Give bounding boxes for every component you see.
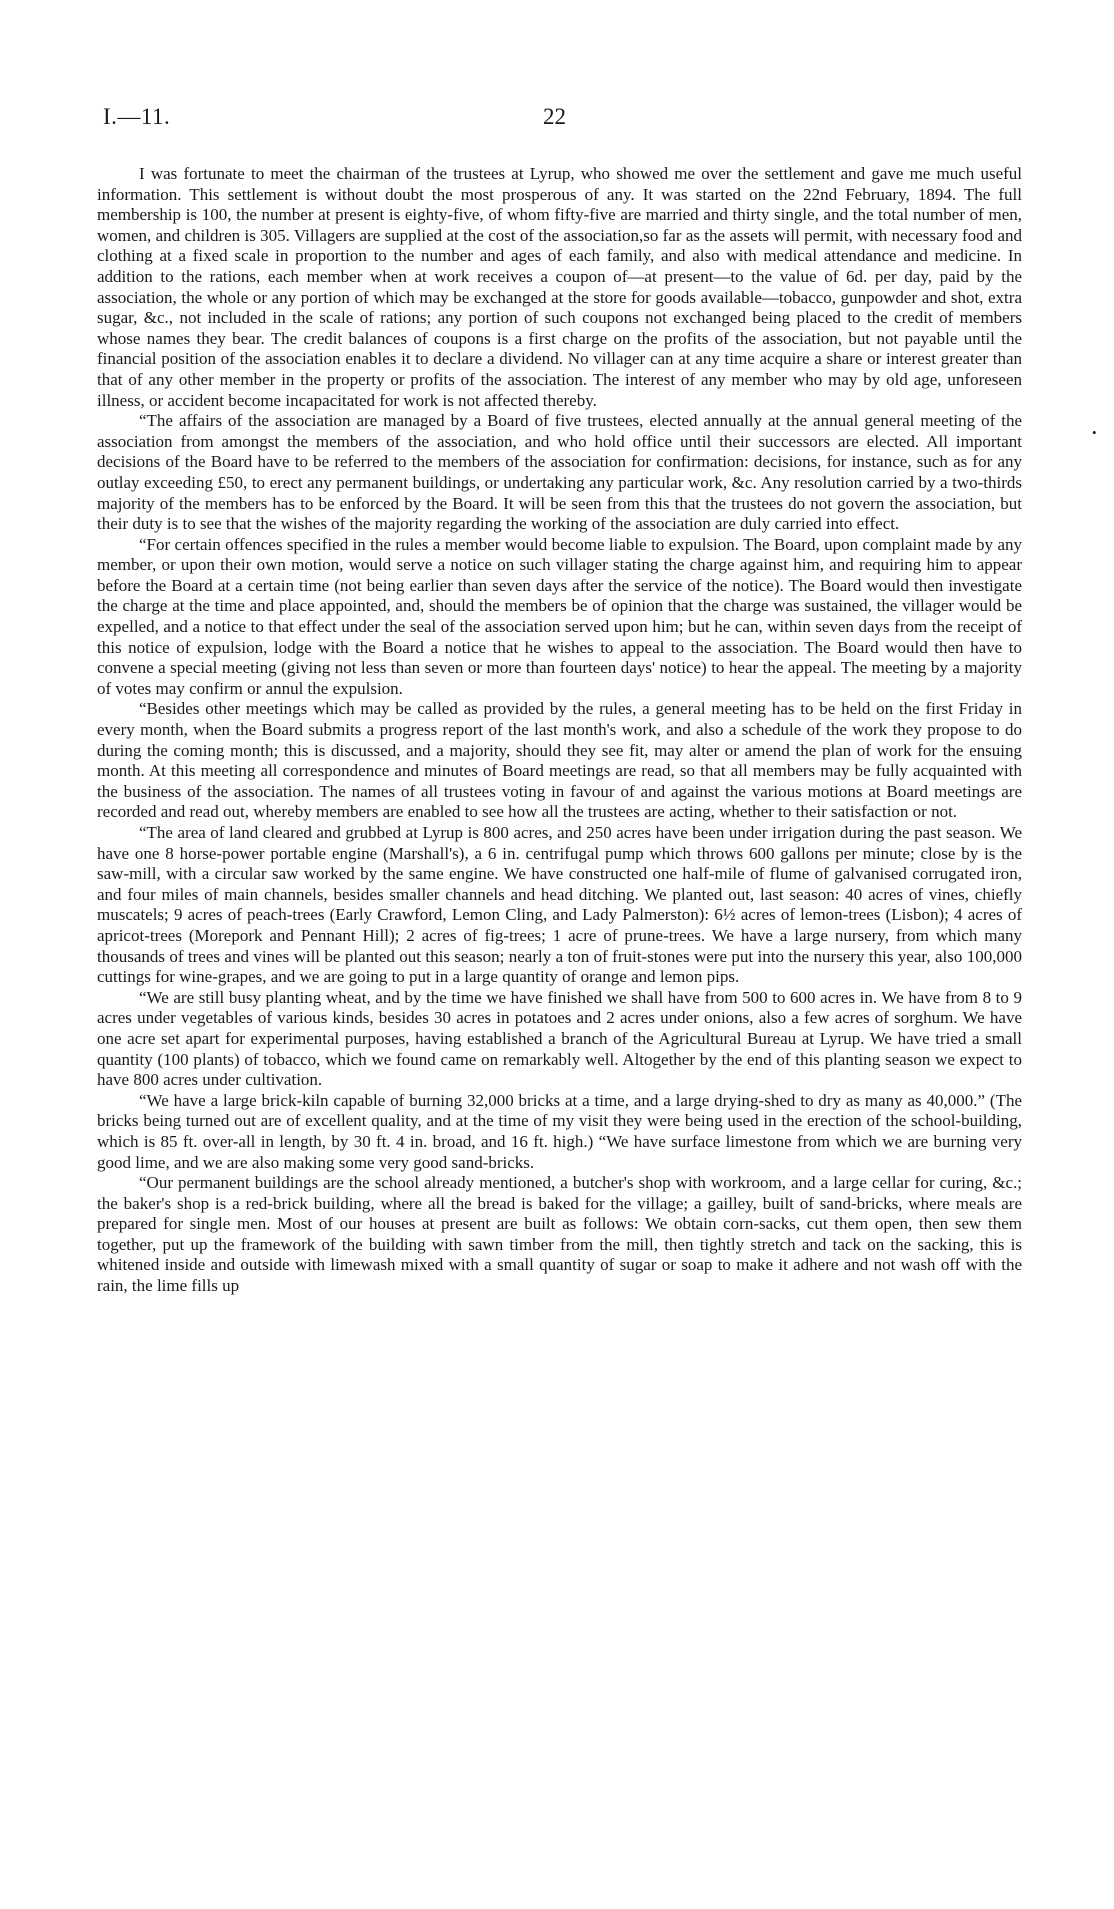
margin-mark: • [1092, 425, 1097, 440]
paragraph: “The affairs of the association are managed by a Board of five trustees, elected annually at the annual general meeting of the association from amongst the members of the association, and who hold office until their successors are elected. All important decisions of the Board have to be referred to the members of the association for confirmation: decisions, for instance, such as for any outlay exceeding £50, to erect any permanent buildings, or undertaking any particular work, &c. Any resolution carried by a two-thirds majority of the members has to be enforced by the Board. It will be seen from this that the trustees do not govern the association, but their duty is to see that the wishes of the majority regarding the working of the association are duly carried into effect. [97, 411, 1022, 534]
paragraph: I was fortunate to meet the chairman of the trustees at Lyrup, who showed me over the settlement and gave me much useful information. This settlement is without doubt the most prosperous of any. It was started on the 22nd February, 1894. The full membership is 100, the number at present is eighty-five, of whom fifty-five are married and thirty single, and the total number of men, women, and children is 305. Villagers are supplied at the cost of the association,so far as the assets will permit, with necessary food and clothing at a fixed scale in proportion to the number and ages of each family, and also with medical attendance and medicine. In addition to the rations, each member when at work receives a coupon of—at present—to the value of 6d. per day, paid by the association, the whole or any portion of which may be exchanged at the store for goods available—tobacco, gunpowder and shot, extra sugar, &c., not included in the scale of rations; any portion of such coupons not exchanged being placed to the credit of members whose names they bear. The credit balances of coupons is a first charge on the profits of the association, but not payable until the financial position of the association enables it to declare a dividend. No villager can at any time acquire a share or interest greater than that of any other member in the property or profits of the association. The interest of any member who may by old age, unforeseen illness, or accident become incapacitated for work is not affected thereby. [97, 164, 1022, 410]
paragraph: “We have a large brick-kiln capable of burning 32,000 bricks at a time, and a large drying-shed to dry as many as 40,000.” (The bricks being turned out are of excellent quality, and at the time of my visit they were being used in the erection of the school-building, which is 85 ft. over-all in length, by 30 ft. 4 in. broad, and 16 ft. high.) “We have surface limestone from which we are burning very good lime, and we are also making some very good sand-bricks. [97, 1090, 1022, 1172]
page-reference: I.—11. [103, 104, 171, 129]
page-number: 22 [543, 104, 566, 129]
body-text [97, 164, 1022, 1297]
paragraph: “We are still busy planting wheat, and by the time we have finished we shall have from 500 to 600 acres in. We have from 8 to 9 acres under vegetables of various kinds, besides 30 acres in potatoes and 2 acres under onions, also a few acres of sorghum. We have one acre set apart for experimental purposes, having established a branch of the Agricultural Bureau at Lyrup. We have tried a small quantity (100 plants) of tobacco, which we found came on remarkably well. Altogether by the end of this planting season we expect to have 800 acres under cultivation. [97, 987, 1022, 1090]
paragraph: “Our permanent buildings are the school already mentioned, a butcher's shop with workroom, and a large cellar for curing, &c.; the baker's shop is a red-brick building, where all the bread is baked for the village; a gailley, built of sand-bricks, where meals are prepared for single men. Most of our houses at present are built as follows: We obtain corn-sacks, cut them open, then sew them together, put up the framework of the building with sawn timber from the mill, then tightly stretch and tack on the sacking, this is whitened inside and outside with limewash mixed with a small quantity of sugar or soap to make it adhere and not wash off with the rain, the lime fills up [97, 1173, 1022, 1296]
paragraph: “Besides other meetings which may be called as provided by the rules, a general meeting has to be held on the first Friday in every month, when the Board submits a progress report of the last month's work, and also a schedule of the work they propose to do during the coming month; this is discussed, and a majority, should they see fit, may alter or amend the plan of work for the ensuing month. At this meeting all correspondence and minutes of Board meetings are read, so that all members may be fully acquainted with the business of the association. The names of all trustees voting in favour of and against the various motions at Board meetings are recorded and read out, whereby members are enabled to see how all the trustees are acting, whether to their satisfaction or not. [97, 699, 1022, 822]
page-header [103, 104, 1011, 134]
paragraph: “The area of land cleared and grubbed at Lyrup is 800 acres, and 250 acres have been under irrigation during the past season. We have one 8 horse-power portable engine (Marshall's), a 6 in. centrifugal pump which throws 600 gallons per minute; close by is the saw-mill, with a circular saw worked by the same engine. We have constructed one half-mile of flume of galvanised corrugated iron, and four miles of main channels, besides smaller channels and head ditching. We planted out, last season: 40 acres of vines, chiefly muscatels; 9 acres of peach-trees (Early Crawford, Lemon Cling, and Lady Palmerston): 6½ acres of lemon-trees (Lisbon); 4 acres of apricot-trees (Morepork and Pennant Hill); 2 acres of fig-trees; 1 acre of prune-trees. We have a large nursery, from which many thousands of trees and vines will be planted out this season; nearly a ton of fruit-stones were put into the nursery this year, also 100,000 cuttings for wine-grapes, and we are going to put in a large quantity of orange and lemon pips. [97, 823, 1022, 987]
paragraph: “For certain offences specified in the rules a member would become liable to expulsion. The Board, upon complaint made by any member, or upon their own motion, would serve a notice on such villager stating the charge against him, and requiring him to appear before the Board at a certain time (not being earlier than seven days after the service of the notice). The Board would then investigate the charge at the time and place appointed, and, should the members be of opinion that the charge was sustained, the villager would be expelled, and a notice to that effect under the seal of the association served upon him; but he can, within seven days from the receipt of this notice of expulsion, lodge with the Board a notice that he wishes to appeal to the association. The Board would then have to convene a special meeting (giving not less than seven or more than fourteen days' notice) to hear the appeal. The meeting by a majority of votes may confirm or annul the expulsion. [97, 534, 1022, 698]
